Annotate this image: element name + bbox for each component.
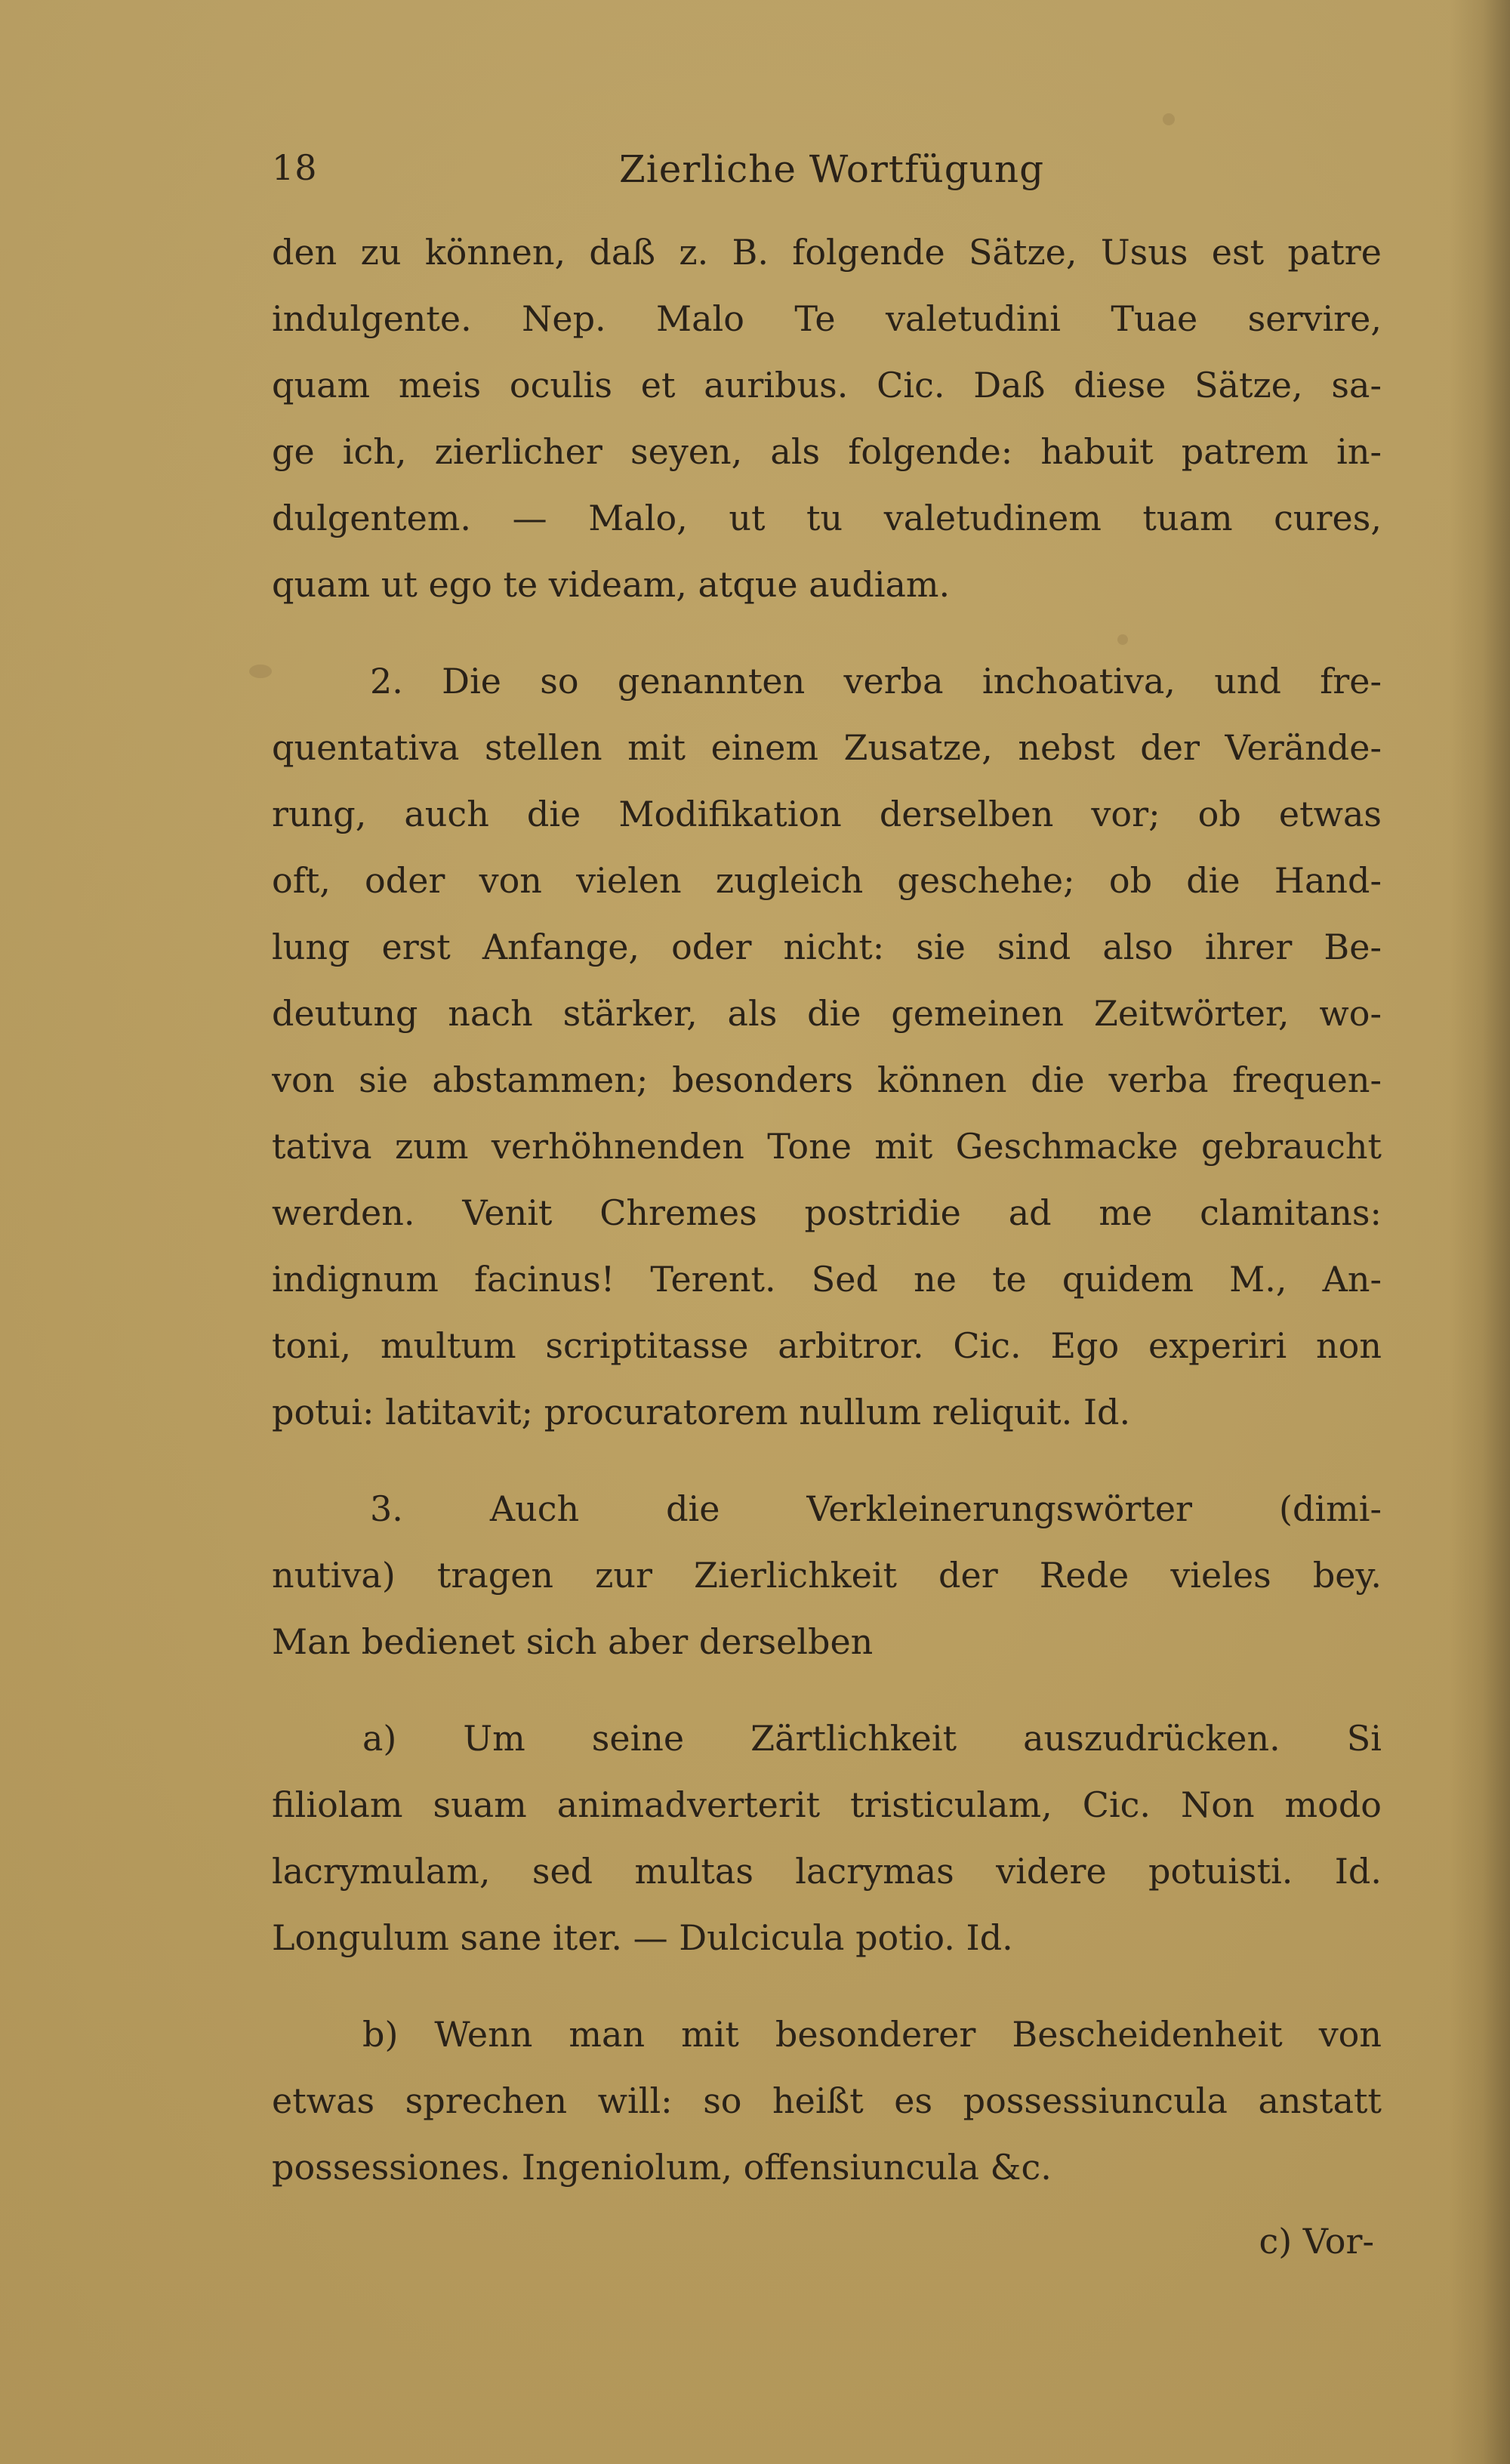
text-line: etwas sprechen will: so heißt es possessiuncula anstatt xyxy=(272,2080,1382,2121)
text-line: filiolam suam animadverterit tristiculam, Cic. Non modo xyxy=(272,1784,1382,1825)
text-line: possessiones. Ingeniolum, offensiuncula &c. xyxy=(272,2147,1052,2188)
body-text xyxy=(272,219,1382,2274)
text-line: oft, oder von vielen zugleich geschehe; ob die Hand- xyxy=(272,860,1382,901)
text-line: toni, multum scriptitasse arbitror. Cic. Ego experiri non xyxy=(272,1325,1382,1366)
text-line: nutiva) tragen zur Zierlichkeit der Rede vieles bey. xyxy=(272,1555,1382,1596)
text-line: rung, auch die Modifikation derselben vor; ob etwas xyxy=(272,794,1382,834)
page-number: 18 xyxy=(272,147,318,188)
text-line: Longulum sane iter. — Dulcicula potio. Id. xyxy=(272,1917,1013,1958)
text-line: lung erst Anfange, oder nicht: sie sind also ihrer Be- xyxy=(272,927,1382,967)
catchword: c) Vor- xyxy=(1259,2221,1374,2262)
paragraph-gap xyxy=(272,1445,1382,1476)
text-line: dulgentem. — Malo, ut tu valetudinem tuam cures, xyxy=(272,498,1382,538)
text-line: quam meis oculis et auribus. Cic. Daß diese Sätze, sa- xyxy=(272,365,1382,406)
text-line: von sie abstammen; besonders können die verba frequen- xyxy=(272,1059,1382,1100)
text-line: a) Um seine Zärtlichkeit auszudrücken. Si xyxy=(362,1718,1382,1759)
text-line: tativa zum verhöhnenden Tone mit Geschmacke gebraucht xyxy=(272,1126,1382,1167)
text-line: indulgente. Nep. Malo Te valetudini Tuae servire, xyxy=(272,298,1382,339)
text-line: b) Wenn man mit besonderer Bescheidenheit von xyxy=(362,2014,1382,2055)
ink-spot xyxy=(249,665,272,678)
paragraph-gap xyxy=(272,618,1382,648)
text-line: werden. Venit Chremes postridie ad me clamitans: xyxy=(272,1192,1382,1233)
text-line: ge ich, zierlicher seyen, als folgende: habuit patrem in- xyxy=(272,431,1382,472)
text-line: 3. Auch die Verkleinerungswörter (dimi- xyxy=(370,1488,1382,1529)
text-line: 2. Die so genannten verba inchoativa, und fre- xyxy=(370,661,1382,702)
paragraph-gap xyxy=(272,1675,1382,1705)
text-line: indignum facinus! Terent. Sed ne te quidem M., An- xyxy=(272,1259,1382,1300)
text-line: potui: latitavit; procuratorem nullum reliquit. Id. xyxy=(272,1392,1131,1432)
paragraph-gap xyxy=(272,1971,1382,2001)
text-line: Man bedienet sich aber derselben xyxy=(272,1621,874,1662)
text-line: lacrymulam, sed multas lacrymas videre potuisti. Id. xyxy=(272,1851,1382,1892)
page-header xyxy=(272,147,1057,200)
text-line: deutung nach stärker, als die gemeinen Zeitwörter, wo- xyxy=(272,993,1382,1034)
ink-spot xyxy=(1163,113,1175,125)
text-line: quam ut ego te videam, atque audiam. xyxy=(272,564,951,605)
text-line: quentativa stellen mit einem Zusatze, nebst der Verände- xyxy=(272,727,1382,768)
text-line: den zu können, daß z. B. folgende Sätze, Usus est patre xyxy=(272,232,1382,273)
page-gutter-shadow xyxy=(1450,0,1510,2464)
running-title: Zierliche Wortfügung xyxy=(619,147,1045,191)
